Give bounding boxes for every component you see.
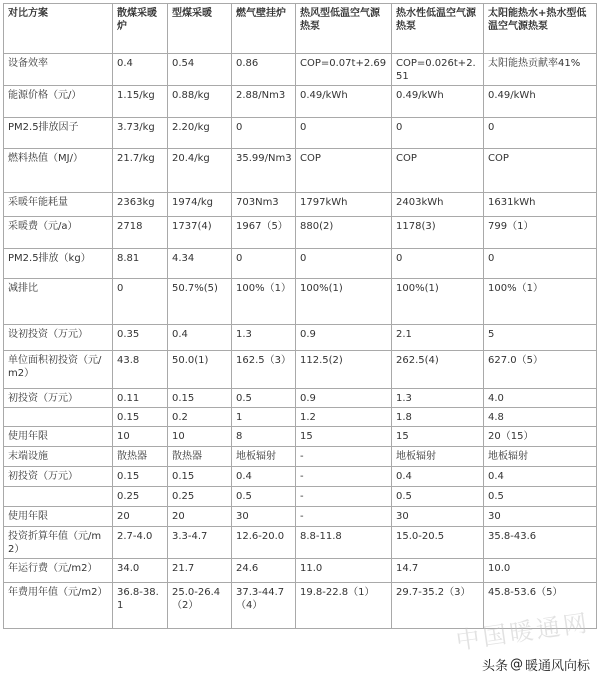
value-cell: 1.3 <box>392 389 484 408</box>
value-cell: 15 <box>392 427 484 447</box>
value-cell: 0.49/kWh <box>484 86 597 118</box>
value-cell: 30 <box>392 507 484 527</box>
value-cell: 29.7-35.2（3） <box>392 583 484 629</box>
value-cell: 地板辐射 <box>392 447 484 467</box>
value-cell: COP=0.026t+2.51 <box>392 54 484 86</box>
value-cell: 880(2) <box>296 217 392 249</box>
value-cell: 0.35 <box>113 325 168 351</box>
at-symbol: @ <box>509 657 523 672</box>
account-name[interactable]: 暖通风向标 <box>524 659 590 674</box>
value-cell: 0.5 <box>232 389 296 408</box>
value-cell: 162.5（3） <box>232 351 296 389</box>
value-cell: 34.0 <box>113 559 168 583</box>
value-cell: 散热器 <box>168 447 232 467</box>
value-cell: 3.3-4.7 <box>168 527 232 559</box>
value-cell: 50.7%(5) <box>168 279 232 325</box>
row-label-cell: 减排比 <box>4 279 113 325</box>
value-cell: 0 <box>484 118 597 149</box>
value-cell: 112.5(2) <box>296 351 392 389</box>
value-cell: 20.4/kg <box>168 149 232 193</box>
value-cell: 1737(4) <box>168 217 232 249</box>
heating-scheme-comparison-table <box>3 3 597 629</box>
row-label-cell: 设备效率 <box>4 54 113 86</box>
value-cell: - <box>296 467 392 487</box>
value-cell: 2.7-4.0 <box>113 527 168 559</box>
value-cell: 0 <box>296 118 392 149</box>
value-cell: 2363kg <box>113 193 168 217</box>
value-cell: 12.6-20.0 <box>232 527 296 559</box>
table-row <box>4 249 597 279</box>
value-cell: 0.9 <box>296 389 392 408</box>
platform-label: 头条 <box>481 659 508 674</box>
value-cell: 1.2 <box>296 408 392 427</box>
value-cell: 8 <box>232 427 296 447</box>
value-cell: 0.4 <box>232 467 296 487</box>
value-cell: 0 <box>232 118 296 149</box>
value-cell: 15.0-20.5 <box>392 527 484 559</box>
value-cell: 0.5 <box>484 487 597 507</box>
value-cell: 10 <box>168 427 232 447</box>
row-label-cell: 初投资（万元） <box>4 389 113 408</box>
value-cell: 20 <box>113 507 168 527</box>
value-cell: - <box>296 507 392 527</box>
value-cell: 43.8 <box>113 351 168 389</box>
value-cell: 0.25 <box>168 487 232 507</box>
header-cell: 型煤采暖 <box>168 4 232 54</box>
value-cell: 0 <box>392 118 484 149</box>
table-row <box>4 351 597 389</box>
row-label-cell: 投资折算年值（元/m2） <box>4 527 113 559</box>
row-label-cell <box>4 487 113 507</box>
value-cell: 799（1） <box>484 217 597 249</box>
value-cell: 4.34 <box>168 249 232 279</box>
value-cell: 20（15） <box>484 427 597 447</box>
row-label-cell: 使用年限 <box>4 507 113 527</box>
table-row <box>4 447 597 467</box>
value-cell: 0.4 <box>113 54 168 86</box>
table-row <box>4 467 597 487</box>
value-cell: - <box>296 447 392 467</box>
value-cell: 627.0（5） <box>484 351 597 389</box>
header-cell: 燃气壁挂炉 <box>232 4 296 54</box>
value-cell: 8.81 <box>113 249 168 279</box>
value-cell: 1967（5） <box>232 217 296 249</box>
header-cell: 对比方案 <box>4 4 113 54</box>
value-cell: 262.5(4) <box>392 351 484 389</box>
table-row <box>4 559 597 583</box>
row-label-cell: 年费用年值（元/m2） <box>4 583 113 629</box>
comparison-table-container <box>3 3 597 629</box>
value-cell: 地板辐射 <box>484 447 597 467</box>
value-cell: 45.8-53.6（5） <box>484 583 597 629</box>
table-row <box>4 193 597 217</box>
value-cell: 25.0-26.4（2） <box>168 583 232 629</box>
value-cell: 1.3 <box>232 325 296 351</box>
value-cell: 100%（1） <box>484 279 597 325</box>
value-cell: 2718 <box>113 217 168 249</box>
value-cell: 0.4 <box>392 467 484 487</box>
value-cell: 0.5 <box>392 487 484 507</box>
value-cell: 1178(3) <box>392 217 484 249</box>
value-cell: COP=0.07t+2.69 <box>296 54 392 86</box>
value-cell: 19.8-22.8（1） <box>296 583 392 629</box>
table-row <box>4 427 597 447</box>
value-cell: 35.8-43.6 <box>484 527 597 559</box>
value-cell: 20 <box>168 507 232 527</box>
value-cell: 1974/kg <box>168 193 232 217</box>
value-cell: 2.1 <box>392 325 484 351</box>
table-row <box>4 217 597 249</box>
value-cell: 0.86 <box>232 54 296 86</box>
value-cell: 1631kWh <box>484 193 597 217</box>
value-cell: 24.6 <box>232 559 296 583</box>
table-row <box>4 325 597 351</box>
value-cell: 0 <box>392 249 484 279</box>
value-cell: 50.0(1) <box>168 351 232 389</box>
value-cell: 703Nm3 <box>232 193 296 217</box>
value-cell: 散热器 <box>113 447 168 467</box>
value-cell: 0 <box>296 249 392 279</box>
table-row <box>4 118 597 149</box>
value-cell: - <box>296 487 392 507</box>
value-cell: 4.8 <box>484 408 597 427</box>
value-cell: 0.54 <box>168 54 232 86</box>
header-cell: 热水性低温空气源热泵 <box>392 4 484 54</box>
value-cell: 1.8 <box>392 408 484 427</box>
value-cell: 0.2 <box>168 408 232 427</box>
value-cell: 0 <box>113 279 168 325</box>
table-row <box>4 408 597 427</box>
table-row <box>4 527 597 559</box>
value-cell: 0 <box>232 249 296 279</box>
table-row <box>4 389 597 408</box>
value-cell: 0.9 <box>296 325 392 351</box>
value-cell: 5 <box>484 325 597 351</box>
value-cell: COP <box>392 149 484 193</box>
value-cell: 21.7 <box>168 559 232 583</box>
value-cell: 0.15 <box>168 467 232 487</box>
table-row <box>4 54 597 86</box>
value-cell: 0.49/kWh <box>392 86 484 118</box>
value-cell: 10.0 <box>484 559 597 583</box>
value-cell: 2.20/kg <box>168 118 232 149</box>
footer-attribution <box>482 655 590 674</box>
row-label-cell: 初投资（万元） <box>4 467 113 487</box>
value-cell: 11.0 <box>296 559 392 583</box>
row-label-cell: 燃料热值（MJ/） <box>4 149 113 193</box>
table-row <box>4 86 597 118</box>
value-cell: 0.88/kg <box>168 86 232 118</box>
header-cell: 散煤采暖炉 <box>113 4 168 54</box>
value-cell: 0.49/kWh <box>296 86 392 118</box>
value-cell: 3.73/kg <box>113 118 168 149</box>
value-cell: COP <box>484 149 597 193</box>
row-label-cell: 设初投资（万元） <box>4 325 113 351</box>
value-cell: 100%(1) <box>296 279 392 325</box>
value-cell: 0 <box>484 249 597 279</box>
value-cell: 30 <box>484 507 597 527</box>
value-cell: 0.15 <box>113 467 168 487</box>
value-cell: 2.88/Nm3 <box>232 86 296 118</box>
value-cell: 30 <box>232 507 296 527</box>
value-cell: 地板辐射 <box>232 447 296 467</box>
row-label-cell: PM2.5排放（kg） <box>4 249 113 279</box>
watermark-text: 中国暖通网 <box>454 608 592 656</box>
value-cell: COP <box>296 149 392 193</box>
value-cell: 1797kWh <box>296 193 392 217</box>
row-label-cell: 使用年限 <box>4 427 113 447</box>
value-cell: 0.4 <box>168 325 232 351</box>
value-cell: 100%（1） <box>232 279 296 325</box>
table-row <box>4 487 597 507</box>
value-cell: 0.4 <box>484 467 597 487</box>
value-cell: 0.11 <box>113 389 168 408</box>
row-label-cell <box>4 408 113 427</box>
value-cell: 14.7 <box>392 559 484 583</box>
row-label-cell: 采暖费（元/a） <box>4 217 113 249</box>
table-row <box>4 279 597 325</box>
value-cell: 35.99/Nm3 <box>232 149 296 193</box>
value-cell: 0.15 <box>168 389 232 408</box>
value-cell: 8.8-11.8 <box>296 527 392 559</box>
table-row <box>4 149 597 193</box>
value-cell: 太阳能热贡献率41% <box>484 54 597 86</box>
header-cell: 太阳能热水+热水型低温空气源热泵 <box>484 4 597 54</box>
value-cell: 1.15/kg <box>113 86 168 118</box>
row-label-cell: 能源价格（元/） <box>4 86 113 118</box>
value-cell: 36.8-38.1 <box>113 583 168 629</box>
value-cell: 10 <box>113 427 168 447</box>
value-cell: 0.5 <box>232 487 296 507</box>
table-row <box>4 507 597 527</box>
row-label-cell: 末端设施 <box>4 447 113 467</box>
value-cell: 0.25 <box>113 487 168 507</box>
value-cell: 100%(1) <box>392 279 484 325</box>
row-label-cell: 单位面积初投资（元/m2） <box>4 351 113 389</box>
value-cell: 1 <box>232 408 296 427</box>
value-cell: 2403kWh <box>392 193 484 217</box>
value-cell: 0.15 <box>113 408 168 427</box>
row-label-cell: PM2.5排放因子 <box>4 118 113 149</box>
header-cell: 热风型低温空气源热泵 <box>296 4 392 54</box>
value-cell: 21.7/kg <box>113 149 168 193</box>
row-label-cell: 年运行费（元/m2） <box>4 559 113 583</box>
row-label-cell: 采暖年能耗量 <box>4 193 113 217</box>
header-row <box>4 4 597 54</box>
value-cell: 4.0 <box>484 389 597 408</box>
value-cell: 15 <box>296 427 392 447</box>
value-cell: 37.3-44.7（4） <box>232 583 296 629</box>
